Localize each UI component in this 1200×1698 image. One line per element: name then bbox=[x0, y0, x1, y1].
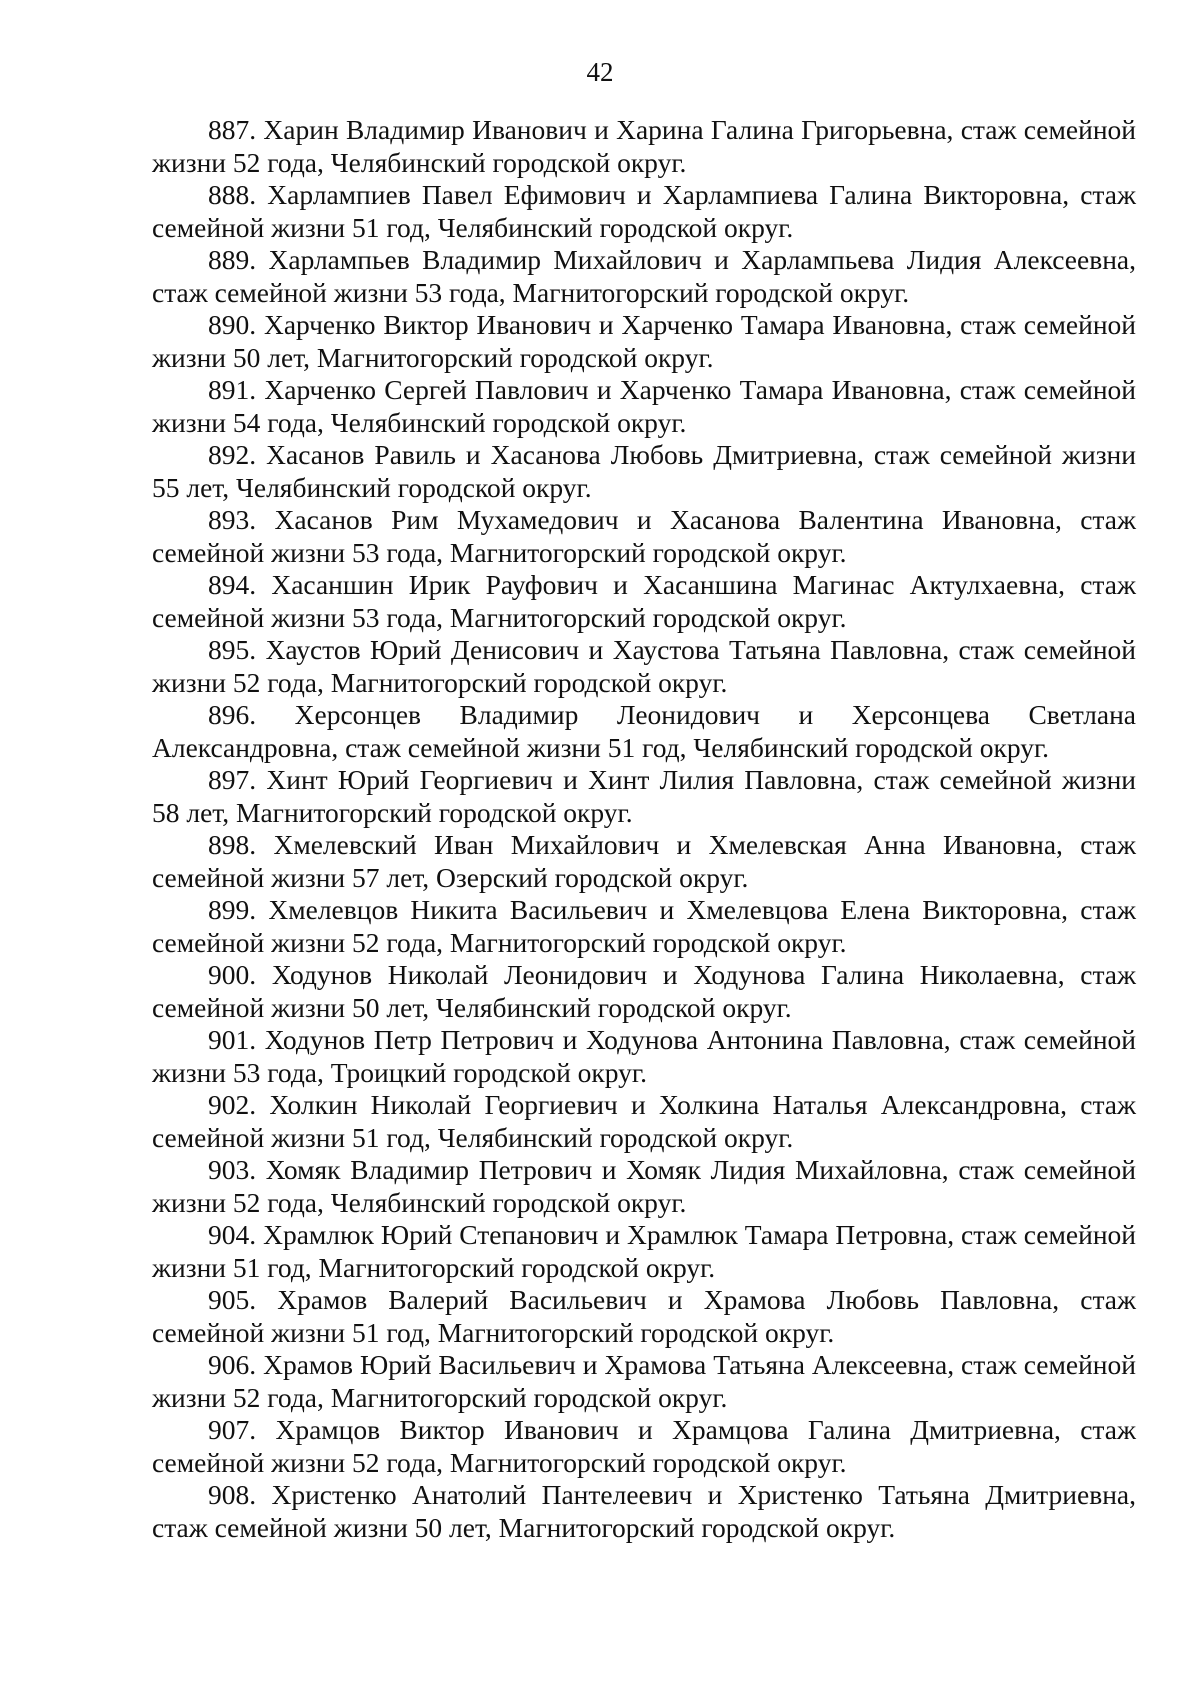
entry-text: Харлампиев Павел Ефимович и Харлампиева Галина Викторовна, стаж семейной жизни 51 год, Челябинский городской округ. bbox=[152, 179, 1136, 243]
list-item bbox=[152, 1479, 1136, 1544]
entry-text: Херсонцев Владимир Леонидович и Херсонцева Светлана Александровна, стаж семейной жизни 51 год, Челябинский городской округ. bbox=[152, 699, 1136, 763]
entry-number: 898. bbox=[208, 829, 257, 860]
list-item bbox=[152, 1154, 1136, 1219]
entry-number: 888. bbox=[208, 179, 257, 210]
entry-number: 897. bbox=[208, 764, 257, 795]
entry-number: 905. bbox=[208, 1284, 257, 1315]
entry-number: 900. bbox=[208, 959, 257, 990]
list-item bbox=[152, 504, 1136, 569]
list-item bbox=[152, 1284, 1136, 1349]
entry-text: Холкин Николай Георгиевич и Холкина Наталья Александровна, стаж семейной жизни 51 год, Челябинский городской округ. bbox=[152, 1089, 1137, 1153]
entry-text: Хинт Юрий Георгиевич и Хинт Лилия Павловна, стаж семейной жизни 58 лет, Магнитогорский городской округ. bbox=[152, 764, 1137, 828]
list-item bbox=[152, 634, 1136, 699]
entry-number: 891. bbox=[208, 374, 257, 405]
entry-number: 890. bbox=[208, 309, 257, 340]
entry-number: 894. bbox=[208, 569, 257, 600]
entry-number: 889. bbox=[208, 244, 257, 275]
entry-text: Хасанов Рим Мухамедович и Хасанова Валентина Ивановна, стаж семейной жизни 53 года, Магнитогорский городской округ. bbox=[152, 504, 1136, 568]
list-item bbox=[152, 894, 1136, 959]
entry-text: Харченко Сергей Павлович и Харченко Тамара Ивановна, стаж семейной жизни 54 года, Челябинский городской округ. bbox=[152, 374, 1137, 438]
entry-text: Храмлюк Юрий Степанович и Храмлюк Тамара Петровна, стаж семейной жизни 51 год, Магнитогорский городской округ. bbox=[152, 1219, 1137, 1283]
entry-text: Хасаншин Ирик Рауфович и Хасаншина Магинас Актулхаевна, стаж семейной жизни 53 года, Магнитогорский городской округ. bbox=[152, 569, 1136, 633]
entry-number: 907. bbox=[208, 1414, 257, 1445]
entry-text: Ходунов Петр Петрович и Ходунова Антонина Павловна, стаж семейной жизни 53 года, Троицкий городской округ. bbox=[152, 1024, 1137, 1088]
entry-number: 902. bbox=[208, 1089, 257, 1120]
list-item bbox=[152, 179, 1136, 244]
list-item bbox=[152, 1024, 1136, 1089]
entry-text: Ходунов Николай Леонидович и Ходунова Галина Николаевна, стаж семейной жизни 50 лет, Челябинский городской округ. bbox=[152, 959, 1137, 1023]
entry-list bbox=[152, 114, 1136, 1544]
list-item bbox=[152, 1089, 1136, 1154]
entry-text: Хмелевский Иван Михайлович и Хмелевская Анна Ивановна, стаж семейной жизни 57 лет, Озерский городской округ. bbox=[152, 829, 1136, 893]
list-item bbox=[152, 309, 1136, 374]
entry-number: 904. bbox=[208, 1219, 257, 1250]
entry-text: Харлампьев Владимир Михайлович и Харлампьева Лидия Алексеевна, стаж семейной жизни 53 года, Магнитогорский городской округ. bbox=[152, 244, 1136, 308]
entry-text: Храмов Юрий Васильевич и Храмова Татьяна Алексеевна, стаж семейной жизни 52 года, Магнитогорский городской округ. bbox=[152, 1349, 1136, 1413]
entry-text: Храмов Валерий Васильевич и Храмова Любовь Павловна, стаж семейной жизни 51 год, Магнитогорский городской округ. bbox=[152, 1284, 1136, 1348]
entry-number: 906. bbox=[208, 1349, 257, 1380]
entry-number: 903. bbox=[208, 1154, 257, 1185]
entry-text: Хмелевцов Никита Васильевич и Хмелевцова Елена Викторовна, стаж семейной жизни 52 года, Магнитогорский городской округ. bbox=[152, 894, 1137, 958]
list-item bbox=[152, 764, 1136, 829]
entry-number: 899. bbox=[208, 894, 257, 925]
page-number: 42 bbox=[586, 57, 614, 87]
entry-text: Хаустов Юрий Денисович и Хаустова Татьяна Павловна, стаж семейной жизни 52 года, Магнитогорский городской округ. bbox=[152, 634, 1136, 698]
entry-number: 908. bbox=[208, 1479, 257, 1510]
entry-text: Храмцов Виктор Иванович и Храмцова Галина Дмитриевна, стаж семейной жизни 52 года, Магнитогорский городской округ. bbox=[152, 1414, 1136, 1478]
list-item bbox=[152, 244, 1136, 309]
list-item bbox=[152, 1414, 1136, 1479]
list-item bbox=[152, 439, 1136, 504]
entry-number: 892. bbox=[208, 439, 257, 470]
entry-number: 887. bbox=[208, 114, 257, 145]
entry-text: Хасанов Равиль и Хасанова Любовь Дмитриевна, стаж семейной жизни 55 лет, Челябинский городской округ. bbox=[152, 439, 1136, 503]
entry-number: 893. bbox=[208, 504, 257, 535]
list-item bbox=[152, 1219, 1136, 1284]
entry-number: 896. bbox=[208, 699, 257, 730]
list-item bbox=[152, 114, 1136, 179]
list-item bbox=[152, 569, 1136, 634]
entry-text: Хомяк Владимир Петрович и Хомяк Лидия Михайловна, стаж семейной жизни 52 года, Челябинский городской округ. bbox=[152, 1154, 1137, 1218]
list-item bbox=[152, 1349, 1136, 1414]
list-item bbox=[152, 699, 1136, 764]
entry-number: 895. bbox=[208, 634, 257, 665]
entry-text: Харченко Виктор Иванович и Харченко Тамара Ивановна, стаж семейной жизни 50 лет, Магнитогорский городской округ. bbox=[152, 309, 1137, 373]
entry-number: 901. bbox=[208, 1024, 257, 1055]
list-item bbox=[152, 374, 1136, 439]
entry-text: Христенко Анатолий Пантелеевич и Христенко Татьяна Дмитриевна, стаж семейной жизни 50 лет, Магнитогорский городской округ. bbox=[152, 1479, 1136, 1543]
list-item bbox=[152, 959, 1136, 1024]
list-item bbox=[152, 829, 1136, 894]
entry-text: Харин Владимир Иванович и Харина Галина Григорьевна, стаж семейной жизни 52 года, Челябинский городской округ. bbox=[152, 114, 1136, 178]
